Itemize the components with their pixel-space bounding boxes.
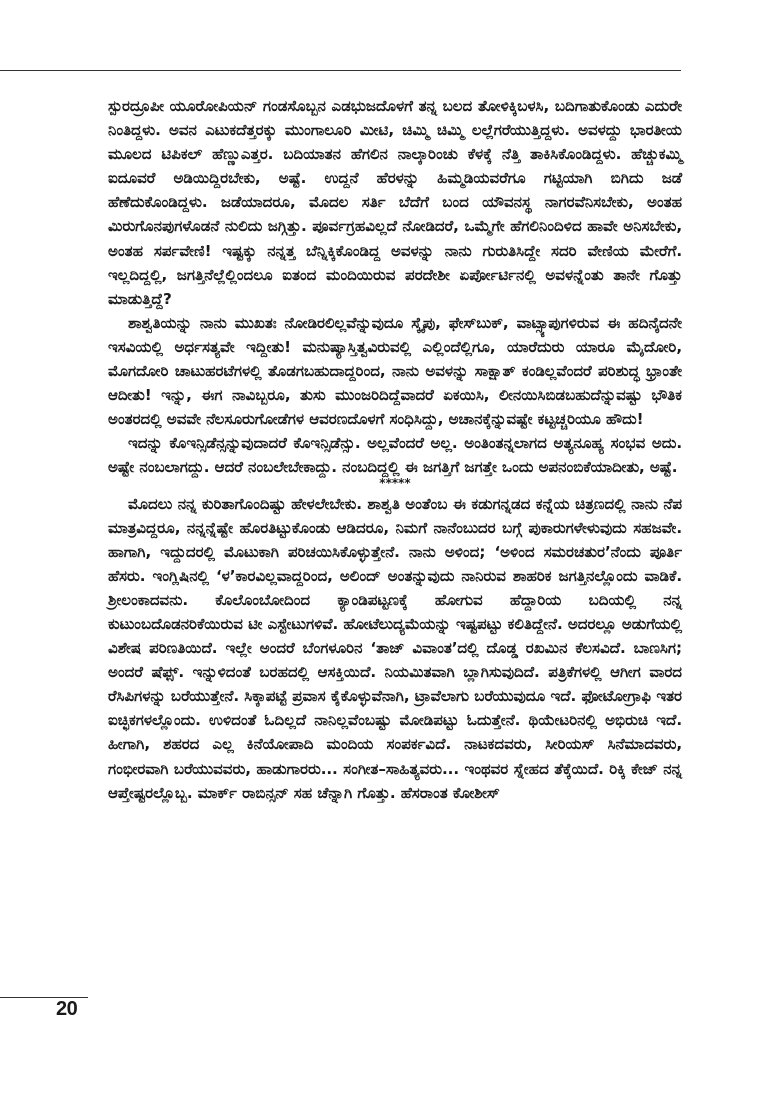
page-body	[108, 94, 682, 805]
paragraph-2: ಶಾಶ್ವತಿಯನ್ನು ನಾನು ಮುಖತಃ ನೋಡಿರಲಿಲ್ಲವೆನ್ನುವುದೂ ಸ್ಕೈಪು, ಫೇಸ್‌ಬುಕ್, ವಾಟ್ಸ್ಯಾಪುಗಳಿರುವ ಈ ಹದಿನೈದನೇ ಇಸವಿಯಲ್ಲಿ ಅರ್ಧಸತ್ಯವೇ ಇದ್ದೀತು! ಮನುಷ್ಯಾಸ್ತಿತ್ವವಿರುವಲ್ಲಿ ಎಲ್ಲಿಂದೆಲ್ಲಿಗೂ, ಯಾರೆದುರು ಯಾರೂ ಮೈದೋರಿ, ಮೊಗದೋರಿ ಚಾಟುಹರಟೆಗಳಲ್ಲಿ ತೊಡಗಬಹುದಾದ್ದರಿಂದ, ನಾನು ಅವಳನ್ನು ಸಾಕ್ಷಾತ್ ಕಂಡಿಲ್ಲವೆಂದರೆ ಪರಿಶುದ್ಧ ಭ್ರಾಂತೇ ಆದೀತು! ಇನ್ನು, ಈಗ ನಾವಿಬ್ಬರೂ, ತುಸು ಮುಂಜರಿದಿದ್ದೆವಾದರೆ ಏಕಯಿಸಿ, ಲೀನಯಿಸಿಬಿಡಬಹುದೆನ್ನುವಷ್ಟು ಭೌತಿಕ ಅಂತರದಲ್ಲಿ ಅವವೇ ನೆಲಸೂರುಗೋಡೆಗಳ ಆವರಣದೊಳಗೆ ಸಂಧಿಸಿದ್ದು, ಅಚಾನಕ್ಕೆನ್ನುವಷ್ಟೇ ಕಟ್ಟಚ್ಚರಿಯೂ ಹೌದು!	[108, 313, 682, 429]
paragraph-4: ಮೊದಲು ನನ್ನ ಕುರಿತಾಗೊಂದಿಷ್ಟು ಹೇಳಲೇಬೇಕು. ಶಾಶ್ವತಿ ಅಂತೆಂಬ ಈ ಕಡುಗನ್ನಡದ ಕನ್ನೆಯ ಚಿತ್ರಣದಲ್ಲಿ ನಾನು ನೆಪ ಮಾತ್ರವಿದ್ದರೂ, ನನ್ನನ್ನೆಷ್ಟೇ ಹೊರತಿಟ್ಟುಕೊಂಡು ಆಡಿದರೂ, ನಿಮಗೆ ನಾನೆಂಬುದರ ಬಗ್ಗೆ ಪುಕಾರುಗಳೇಳುವುದು ಸಹಜವೇ. ಹಾಗಾಗಿ, ಇದ್ದುದರಲ್ಲಿ ಮೊಟುಕಾಗಿ ಪರಿಚಯಿಸಿಕೊಳ್ಳುತ್ತೇನೆ. ನಾನು ಅಳಿಂದ; ‘ಅಳಿಂದ ಸಮರಚತುರ’ನೆಂದು ಪೂರ್ತಿ ಹೆಸರು. ಇಂಗ್ಲಿಷಿನಲ್ಲಿ ‘ಳ’ಕಾರವಿಲ್ಲವಾದ್ದರಿಂದ, ಅಲಿಂದ್ ಅಂತನ್ನುವುದು ನಾನಿರುವ ಶಾಹರಿಕ ಜಗತ್ತಿನಲ್ಲೊಂದು ವಾಡಿಕೆ. ಶ್ರೀಲಂಕಾದವನು. ಕೊಲೊಂಬೋದಿಂದ ಕ್ಯಾಂಡಿಪಟ್ಟಣಕ್ಕೆ ಹೋಗುವ ಹೆದ್ದಾರಿಯ ಬದಿಯಲ್ಲಿ ನನ್ನ ಕುಟುಂಬದೊಡನರಿಕೆಯಿರುವ ಟೀ ಎಸ್ಟೇಟುಗಳಿವೆ. ಹೋಟೆಲುದ್ಯಮೆಯನ್ನು ಇಷ್ಟಪಟ್ಟು ಕಲಿತಿದ್ದೇನೆ. ಅದರಲ್ಲೂ ಅಡುಗೆಯಲ್ಲಿ ವಿಶೇಷ ಪರಿಣತಿಯಿದೆ. ಇಲ್ಲೇ ಅಂದರೆ ಬೆಂಗಳೂರಿನ ‘ತಾಜ್ ವಿವಾಂತ’ದಲ್ಲಿ ದೊಡ್ಡ ರಖಮಿನ ಕೆಲಸವಿದೆ. ಬಾಣಸಿಗ; ಅಂದರೆ ಷೆಫ್ಸ್. ಇನ್ನುಳಿದಂತೆ ಬರಹದಲ್ಲಿ ಆಸಕ್ತಿಯಿದೆ. ನಿಯಮಿತವಾಗಿ ಬ್ಲಾಗಿಸುವುದಿದೆ. ಪತ್ರಿಕೆಗಳಲ್ಲಿ ಆಗೀಗ ವಾರದ ರೆಸಿಪಿಗಳನ್ನು ಬರೆಯುತ್ತೇನೆ. ಸಿಕ್ಕಾಪಟ್ಟೆ ಪ್ರವಾಸ ಕೈಕೊಳ್ಳುವೆನಾಗಿ, ಟ್ರಾವೆಲಾಗು ಬರೆಯುವುದೂ ಇದೆ. ಫೋಟೋಗ್ರಾಫಿ ಇತರ ಐಚ್ಛಿಕಗಳಲ್ಲೊಂದು. ಉಳಿದಂತೆ ಓದಿಲ್ಲದೆ ನಾನಿಲ್ಲವೆಂಬಷ್ಟು ಮೋಡಿಪಟ್ಟು ಓದುತ್ತೇನೆ. ಥಿಯೇಟರಿನಲ್ಲಿ ಅಭಿರುಚಿ ಇದೆ. ಹೀಗಾಗಿ, ಶಹರದ ಎಲ್ಲ ಕಿನೆಯೋಪಾದಿ ಮಂದಿಯ ಸಂಪರ್ಕವಿದೆ. ನಾಟಕದವರು, ಸೀರಿಯಸ್ ಸಿನೆಮಾದವರು, ಗಂಭೀರವಾಗಿ ಬರೆಯುವವರು, ಹಾಡುಗಾರರು... ಸಂಗೀತ–ಸಾಹಿತ್ಯವರು... ಇಂಥವರ ಸ್ನೇಹದ ತೆಕ್ಕೆಯಿದೆ. ರಿಕ್ಕಿ ಕೇಜ್ ನನ್ನ ಆಪ್ತೇಷ್ಟರಲ್ಲೊಬ್ಬ. ಮಾರ್ಕ್ ರಾಬಿನ್ಸನ್ ಸಹ ಚೆನ್ನಾಗಿ ಗೊತ್ತು. ಹೆಸರಾಂತ ಕೋಶೀಸ್	[108, 494, 682, 802]
paragraph-1: ಸ್ಪುರದ್ರೂಪೀ ಯೂರೋಪಿಯನ್ ಗಂಡಸೊಬ್ಬನ ಎಡಭುಜದೊಳಗೆ ತನ್ನ ಬಲದ ತೋಳಿಕ್ಕಿಬಳಸಿ, ಬದಿಗಾತುಕೊಂಡು ಎದುರೇ ನಿಂತಿದ್ದಳು. ಅವನ ಎಟುಕದೆತ್ತರಕ್ಕು ಮುಂಗಾಲೂರಿ ಮೀಟಿ, ಚಿಮ್ಮಿ ಚಿಮ್ಮಿ ಲಲ್ಲೆಗರೆಯುತ್ತಿದ್ದಳು. ಅವಳದ್ದು ಭಾರತೀಯ ಮೂಲದ ಟಿಪಿಕಲ್ ಹೆಣ್ಣುಎತ್ತರ. ಬದಿಯಾತನ ಹೆಗಲಿನ ನಾಲ್ಕಾರಿಂಚು ಕೆಳಕ್ಕೆ ನೆತ್ತಿ ತಾಕಿಸಿಕೊಂಡಿದ್ದಳು. ಹೆಚ್ಚುಕಮ್ಮಿ ಐದೂವರೆ ಅಡಿಯಿದ್ದಿರಬೇಕು, ಅಷ್ಟೆ. ಉದ್ದನೆ ಹೆರಳನ್ನು ಹಿಮ್ಮಡಿಯವರೆಗೂ ಗಟ್ಟಿಯಾಗಿ ಬಿಗಿದು ಜಡೆ ಹೆಣೆದುಕೊಂಡಿದ್ದಳು. ಜಡೆಯಾದರೂ, ಮೊದಲ ಸರ್ತಿ ಬೆದೆಗೆ ಬಂದ ಯೌವನಸ್ಥ ನಾಗರವೆನಿಸಬೇಕು, ಅಂತಹ ಮಿರುಗೊನಪುಗಳೊಡನೆ ನುಲಿದು ಜಗ್ಗಿತ್ತು. ಪೂರ್ವಗ್ರಹವಿಲ್ಲದೆ ನೋಡಿದರೆ, ಒಮ್ಮೆಗೇ ಹೆಗಲಿನಿಂದಿಳಿದ ಹಾವೇ ಅನಿಸಬೇಕು, ಅಂತಹ ಸರ್ಪವೇಣಿ! ಇಷ್ಟಕ್ಕು ನನ್ನತ್ತ ಬೆನ್ನಿಕ್ಕಿಕೊಂಡಿದ್ದ ಅವಳನ್ನು ನಾನು ಗುರುತಿಸಿದ್ದೇ ಸದರಿ ವೇಣಿಯ ಮೇರೆಗೆ. ಇಲ್ಲದಿದ್ದಲ್ಲಿ, ಜಗತ್ತಿನೆಲ್ಲೆಲ್ಲಿಂದಲೂ ಐತಂದ ಮಂದಿಯಿರುವ ಪರದೇಶೀ ಏರ್ಪೋರ್ಟಿನಲ್ಲಿ ಅವಳನ್ನೆಂತು ತಾನೇ ಗೊತ್ತು ಮಾಡುತ್ತಿದ್ದೆ?	[108, 97, 682, 308]
section-separator: *****	[379, 475, 411, 490]
top-rule	[0, 70, 681, 71]
paragraph-3: ಇದನ್ನು ಕೊಇನ್ಸಿಡೆನ್ಸನ್ನುವುದಾದರೆ ಕೊಇನ್ಸಿಡೆನ್ಸು. ಅಲ್ಲವೆಂದರೆ ಅಲ್ಲ. ಅಂತಿಂತನ್ನಲಾಗದ ಅತ್ಯನೂಹ್ಯ ಸಂಭವ ಅದು. ಅಷ್ಟೇ ನಂಬಲಾಗದ್ದು. ಆದರೆ ನಂಬಲೇಬೇಕಾದ್ದು. ನಂಬದಿದ್ದಲ್ಲಿ ಈ ಜಗತ್ತಿಗೆ ಜಗತ್ತೇ ಒಂದು ಅಪನಂಬಿಕೆಯಾದೀತು, ಅಷ್ಟೆ.	[108, 434, 682, 477]
page-number: 20	[56, 998, 78, 1020]
